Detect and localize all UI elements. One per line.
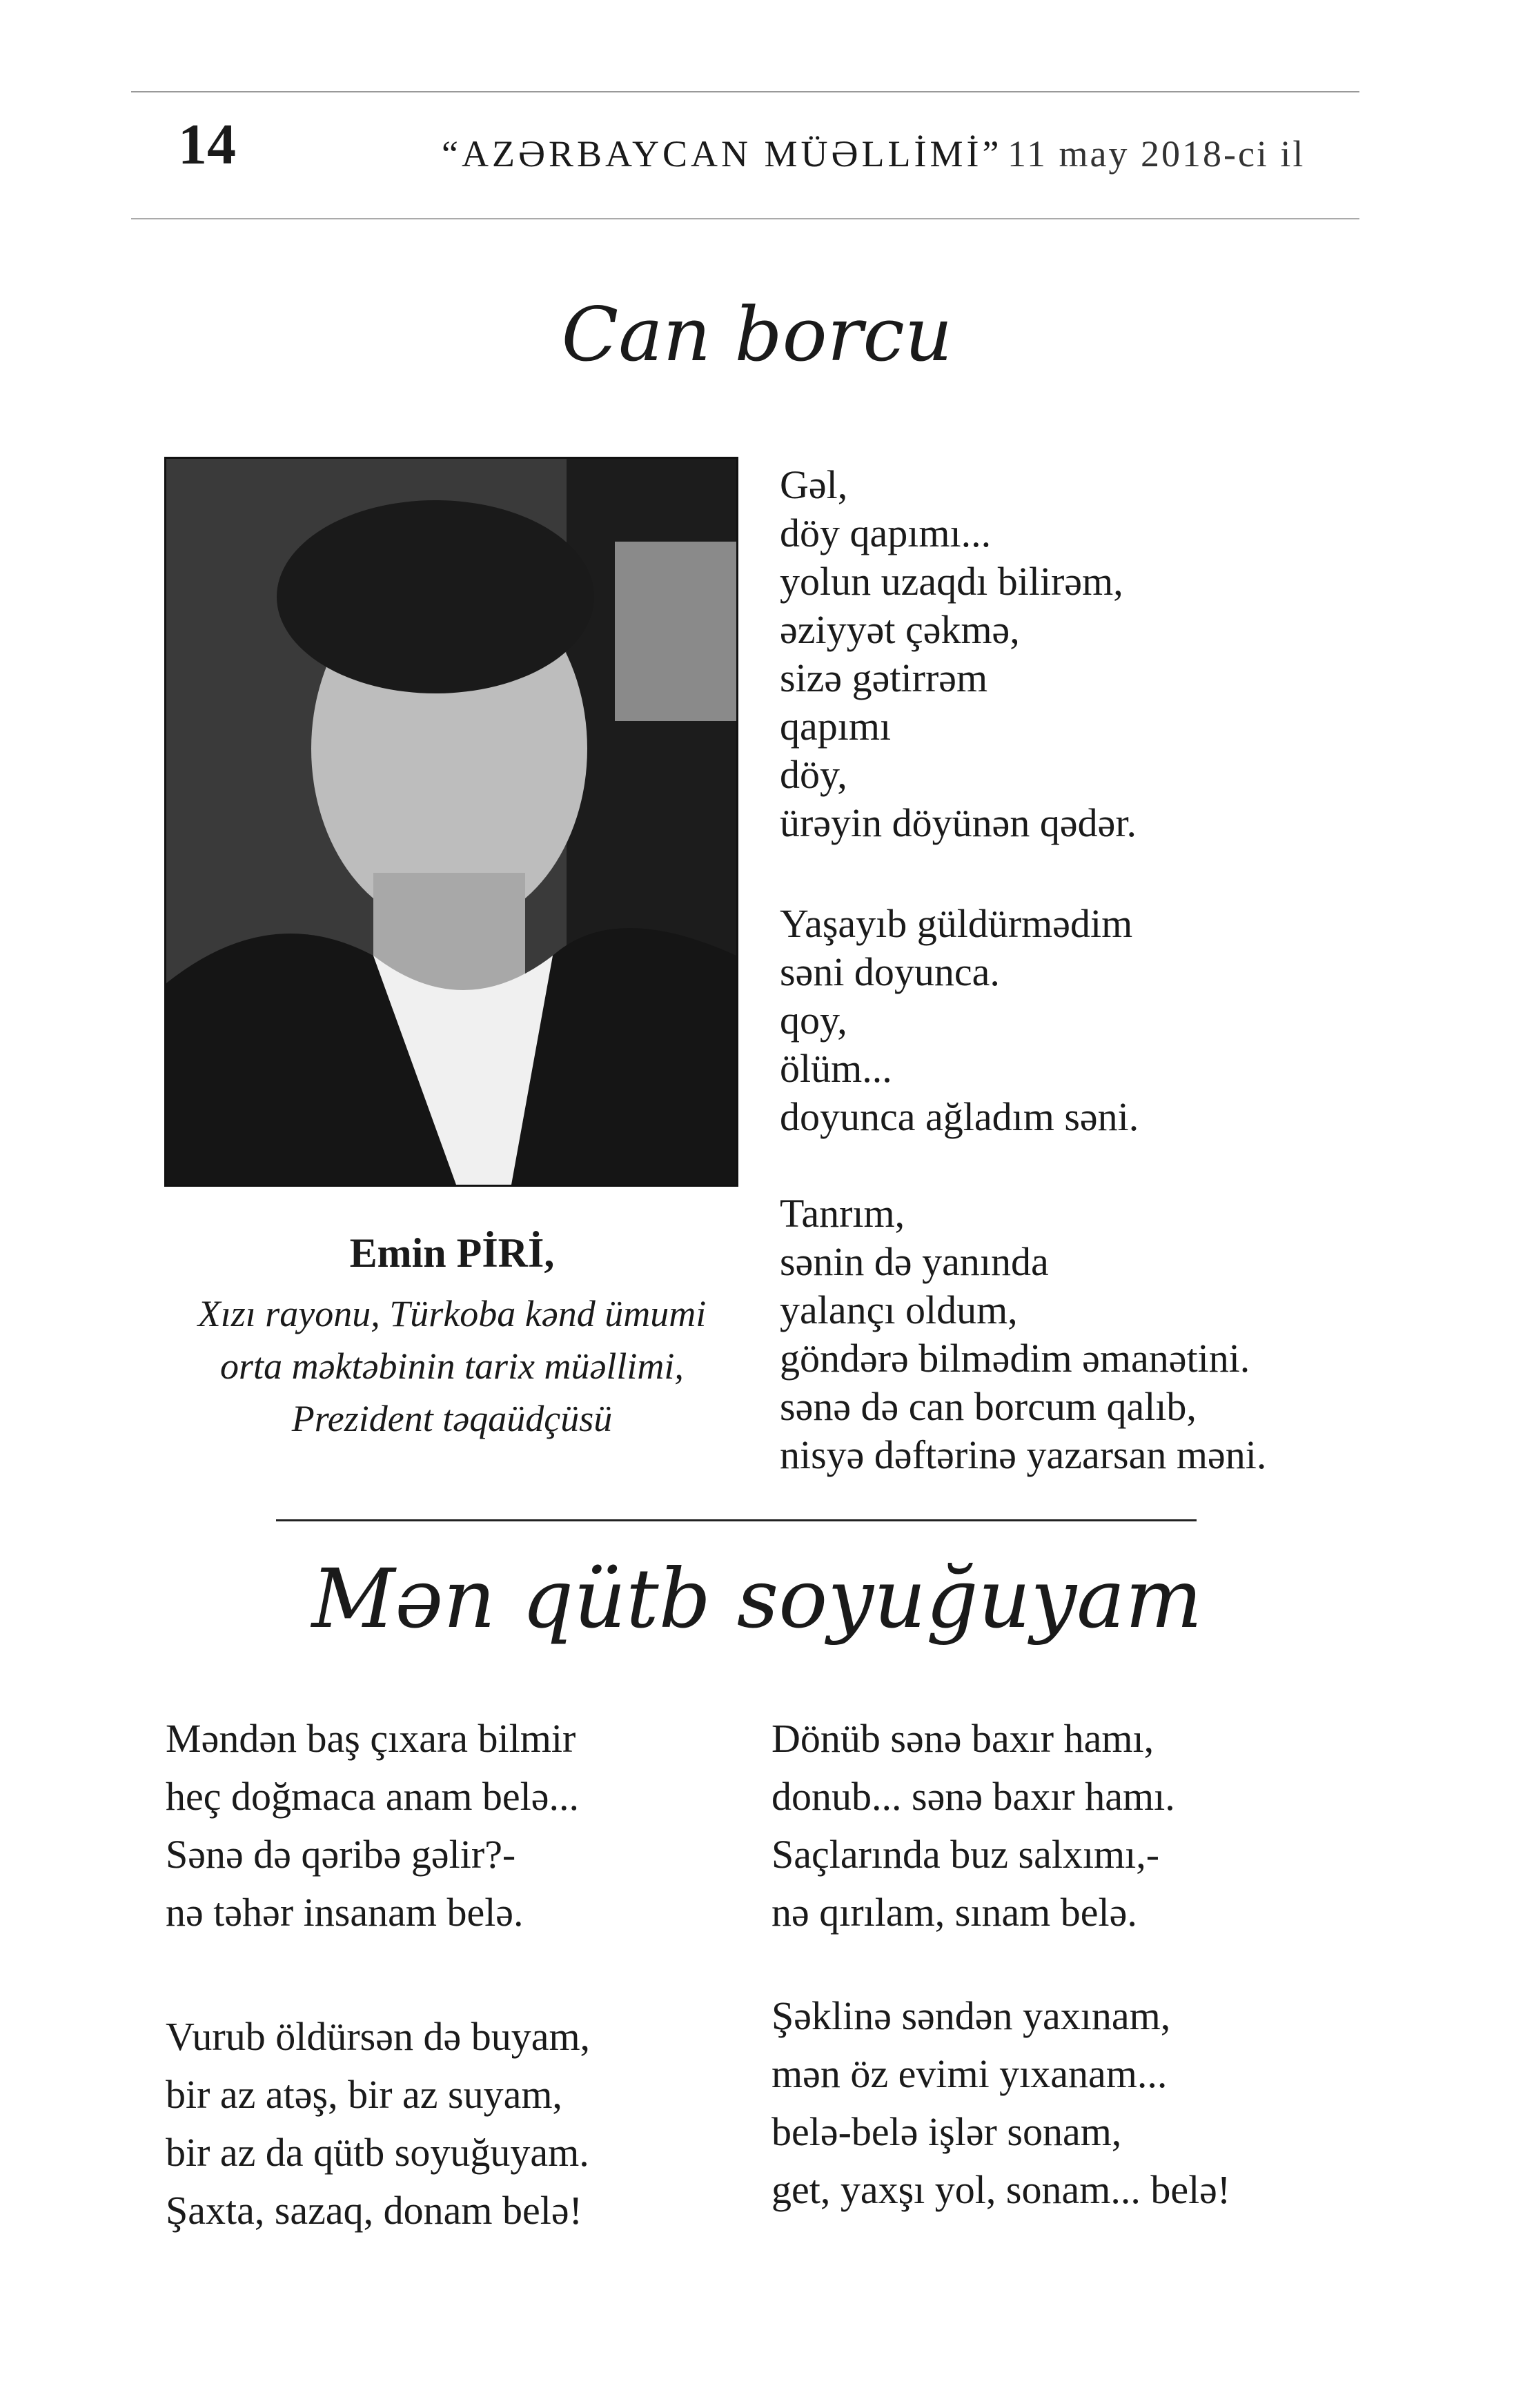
verse-line: əziyyət çəkmə, bbox=[780, 607, 1020, 652]
verse-line: sənə də can borcum qalıb, bbox=[780, 1384, 1197, 1429]
verse-line: belə-belə işlər sonam, bbox=[771, 2109, 1122, 2154]
author-photo bbox=[164, 457, 738, 1187]
verse-line: donub... sənə baxır hamı. bbox=[771, 1774, 1175, 1819]
poem1-stanza-1 bbox=[780, 461, 1137, 847]
verse-line: yolun uzaqdı bilirəm, bbox=[780, 559, 1123, 604]
verse-line: sizə gətirrəm bbox=[780, 655, 988, 700]
newspaper-title: “AZƏRBAYCAN MÜƏLLİMİ” bbox=[442, 133, 1003, 175]
verse-line: Məndən baş çıxara bilmir bbox=[166, 1716, 576, 1761]
verse-line: heç doğmaca anam belə... bbox=[166, 1774, 580, 1819]
poem2-left-stanza-2 bbox=[166, 2008, 590, 2240]
verse-line: Gəl, bbox=[780, 462, 848, 507]
author-desc-line: orta məktəbinin tarix müəllimi, bbox=[220, 1345, 684, 1387]
verse-line: ölüm... bbox=[780, 1046, 892, 1091]
verse-line: Vurub öldürsən də buyam, bbox=[166, 2014, 591, 2059]
verse-line: nə qırılam, sınam belə. bbox=[771, 1890, 1137, 1935]
poem-title-can-borcu: Can borcu bbox=[561, 292, 953, 378]
poem-separator bbox=[276, 1519, 1197, 1521]
author-description bbox=[159, 1287, 745, 1445]
verse-line: qapımı bbox=[780, 704, 892, 749]
verse-line: Tanrım, bbox=[780, 1191, 905, 1236]
verse-line: Şəklinə səndən yaxınam, bbox=[771, 1993, 1171, 2038]
verse-line: Dönüb sənə baxır hamı, bbox=[771, 1716, 1154, 1761]
verse-line: mən öz evimi yıxanam... bbox=[771, 2051, 1168, 2096]
verse-line: sənin də yanında bbox=[780, 1239, 1049, 1284]
verse-line: yalançı oldum, bbox=[780, 1287, 1018, 1332]
header-rule bbox=[131, 218, 1359, 219]
verse-line: döy qapımı... bbox=[780, 511, 992, 555]
author-desc-line: Xızı rayonu, Türkoba kənd ümumi bbox=[197, 1293, 707, 1334]
issue-date: 11 may 2018-ci il bbox=[1007, 133, 1306, 175]
verse-line: göndərə bilmədim əmanətini. bbox=[780, 1336, 1250, 1381]
verse-line: nisyə dəftərinə yazarsan məni. bbox=[780, 1432, 1267, 1477]
verse-line: nə təhər insanam belə. bbox=[166, 1890, 524, 1935]
verse-line: döy, bbox=[780, 752, 847, 797]
poem-title-men-qutb-soyuguyam: Mən qütb soyuğuyam bbox=[311, 1551, 1203, 1646]
portrait-image bbox=[166, 459, 736, 1185]
top-rule bbox=[131, 91, 1359, 92]
verse-line: ürəyin döyünən qədər. bbox=[780, 800, 1137, 845]
verse-line: Şaxta, sazaq, donam belə! bbox=[166, 2188, 582, 2233]
verse-line: doyunca ağladım səni. bbox=[780, 1094, 1139, 1139]
verse-line: bir az atəş, bir az suyam, bbox=[166, 2072, 562, 2117]
poem2-right-stanza-2 bbox=[771, 1987, 1230, 2219]
verse-line: Yaşayıb güldürmədim bbox=[780, 901, 1133, 946]
verse-line: Sənə də qəribə gəlir?- bbox=[166, 1832, 516, 1877]
author-name: Emin PİRİ, bbox=[349, 1230, 555, 1276]
poem1-stanza-2 bbox=[780, 900, 1139, 1141]
verse-line: səni doyunca. bbox=[780, 949, 1000, 994]
verse-line: Saçlarında buz salxımı,- bbox=[771, 1832, 1160, 1877]
author-desc-line: Prezident təqaüdçüsü bbox=[291, 1398, 613, 1439]
verse-line: bir az da qütb soyuğuyam. bbox=[166, 2130, 589, 2175]
poem2-left-stanza-1 bbox=[166, 1710, 579, 1942]
page-number: 14 bbox=[178, 112, 236, 177]
poem2-right-stanza-1 bbox=[771, 1710, 1175, 1942]
poem1-stanza-3 bbox=[780, 1190, 1266, 1479]
verse-line: get, yaxşı yol, sonam... belə! bbox=[771, 2167, 1231, 2212]
verse-line: qoy, bbox=[780, 998, 847, 1043]
